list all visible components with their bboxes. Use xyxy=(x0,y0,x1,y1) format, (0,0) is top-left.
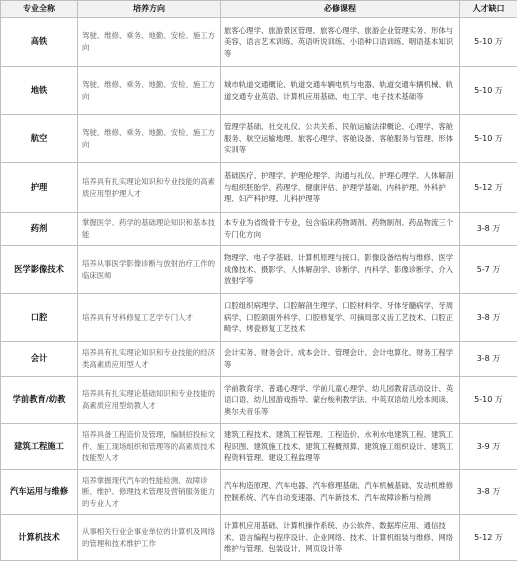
header-direction: 培养方向 xyxy=(78,1,221,18)
courses-cell: 口腔组织病理学、口腔解剖生理学、口腔材料学、牙体牙髓病学、牙周病学、口腔颌面外科学、口腔修复学、可摘局部义齿工艺技术、口腔正畸学、烤瓷修复工艺技术 xyxy=(221,294,460,342)
table-row xyxy=(1,18,517,67)
table-row xyxy=(1,294,517,342)
table-row xyxy=(1,246,517,294)
table-row xyxy=(1,163,517,213)
direction-cell: 培养具有扎实理论知识和专业技能的经济类高素质应用型人才 xyxy=(78,342,221,377)
gap-cell: 5-10 万 xyxy=(460,115,517,163)
table-row xyxy=(1,377,517,424)
direction-cell: 从事相关行业企事业单位的计算机及网络的管理和技术维护工作 xyxy=(78,515,221,561)
major-cell: 地铁 xyxy=(1,67,78,115)
gap-cell: 3-8 万 xyxy=(460,470,517,515)
gap-cell: 3-8 万 xyxy=(460,294,517,342)
major-cell: 汽车运用与维修 xyxy=(1,470,78,515)
table-body xyxy=(1,18,517,561)
courses-cell: 城市轨道交通概论、轨道交通车辆电机与电器、轨道交通车辆机械、轨道交通专业英语、计算机应用基础、电工学、电子技术基础等 xyxy=(221,67,460,115)
gap-cell: 5-10 万 xyxy=(460,377,517,424)
major-cell: 高铁 xyxy=(1,18,78,67)
direction-cell: 培养具有扎实理论知识和专业技能的高素质应用型护理人才 xyxy=(78,163,221,213)
header-major: 专业全称 xyxy=(1,1,78,18)
header-gap: 人才缺口 xyxy=(460,1,517,18)
table-row xyxy=(1,115,517,163)
gap-cell: 3-8 万 xyxy=(460,342,517,377)
direction-cell: 驾驶、维修、乘务、地勤、安检、施工方向 xyxy=(78,18,221,67)
table-row xyxy=(1,342,517,377)
header-row xyxy=(1,1,517,18)
major-cell: 药剂 xyxy=(1,213,78,246)
major-cell: 计算机技术 xyxy=(1,515,78,561)
courses-cell: 建筑工程技术、建筑工程管理、工程造价、水利水电建筑工程、建筑工程识图、建筑施工技术、建筑工程概预算、建筑施工组织设计、建筑工程资料管理、建设工程监理等 xyxy=(221,424,460,470)
direction-cell: 培养掌握现代汽车的性能检测、故障诊断、维护、修理技术管理及营销服务能力的专业人才 xyxy=(78,470,221,515)
major-cell: 会计 xyxy=(1,342,78,377)
gap-cell: 5-10 万 xyxy=(460,67,517,115)
table-row xyxy=(1,424,517,470)
courses-cell: 管理学基础、社交礼仪、公共关系、民航运输法律概论、心理学、客舱服务、航空运输地理、旅客心理学、客舱设备、客舱服务与管理、形体实训等 xyxy=(221,115,460,163)
table-row xyxy=(1,515,517,561)
courses-cell: 物理学、电子学基础、计算机原理与接口、影像设备结构与维修、医学成像技术、摄影学、人体解剖学、诊断学、内科学、影像诊断学、介入放射学等 xyxy=(221,246,460,294)
major-cell: 学前教育/幼教 xyxy=(1,377,78,424)
gap-cell: 3-8 万 xyxy=(460,213,517,246)
direction-cell: 掌握医学、药学的基础理论知识和基本技能 xyxy=(78,213,221,246)
courses-cell: 旅客心理学、旅游景区管理、旅客心理学、旅游企业管理实务、形体与美容、语言艺术训练、英语听说训练、小语种口语训练、咽语基本知识等 xyxy=(221,18,460,67)
courses-cell: 计算机应用基础、计算机操作系统、办公软件、数据库应用、通信技术、语言编程与程序设计、企业网络、技术、计算机组装与维修、网络维护与管理、包装设计、网页设计等 xyxy=(221,515,460,561)
courses-cell: 本专业为省级骨干专业，包含临床药物调剂、药物制剂、药品物流三个专门化方向 xyxy=(221,213,460,246)
gap-cell: 5-12 万 xyxy=(460,163,517,213)
courses-cell: 基础医疗、护理学、护理伦理学、沟通与礼仪、护理心理学、人体解剖与组织胚胎学、药理学、健康评估、护理学基础、内科护理、外科护理、妇产科护理、儿科护理等 xyxy=(221,163,460,213)
courses-cell: 会计实务、财务会计、成本会计、管理会计、会计电算化、财务工程学等 xyxy=(221,342,460,377)
table-row xyxy=(1,470,517,515)
major-cell: 航空 xyxy=(1,115,78,163)
direction-cell: 培养具有牙科修复工艺学专门人才 xyxy=(78,294,221,342)
gap-cell: 5-12 万 xyxy=(460,515,517,561)
major-cell: 护理 xyxy=(1,163,78,213)
major-cell: 建筑工程施工 xyxy=(1,424,78,470)
header-courses: 必修课程 xyxy=(221,1,460,18)
major-cell: 口腔 xyxy=(1,294,78,342)
gap-cell: 5-7 万 xyxy=(460,246,517,294)
table-row xyxy=(1,67,517,115)
table-header xyxy=(1,1,517,18)
direction-cell: 驾驶、维修、乘务、地勤、安检、施工方向 xyxy=(78,115,221,163)
major-cell: 医学影像技术 xyxy=(1,246,78,294)
direction-cell: 培养具有扎实理论基础知识和专业技能的高素质应用型幼教人才 xyxy=(78,377,221,424)
direction-cell: 培养从事医学影像诊断与放射治疗工作的临床医师 xyxy=(78,246,221,294)
courses-cell: 学前教育学、普通心理学、学前儿童心理学、幼儿园教育活动设计、英语口语、幼儿园游戏指导、蒙台梭利教学法、中英双语幼儿绘本阅读、奥尔夫音乐等 xyxy=(221,377,460,424)
gap-cell: 5-10 万 xyxy=(460,18,517,67)
gap-cell: 3-9 万 xyxy=(460,424,517,470)
direction-cell: 培养具备工程造价及管理，编制招投标文件、施工现场组织和管理等的高素质技术技能型人才 xyxy=(78,424,221,470)
courses-cell: 汽车构造原理、汽车电器、汽车修理基础、汽车机械基础、发动机维修控制系统、汽车自动变速器、汽车新技术、汽车故障诊断与检测 xyxy=(221,470,460,515)
direction-cell: 驾驶、维修、乘务、地勤、安检、施工方向 xyxy=(78,67,221,115)
table-row xyxy=(1,213,517,246)
